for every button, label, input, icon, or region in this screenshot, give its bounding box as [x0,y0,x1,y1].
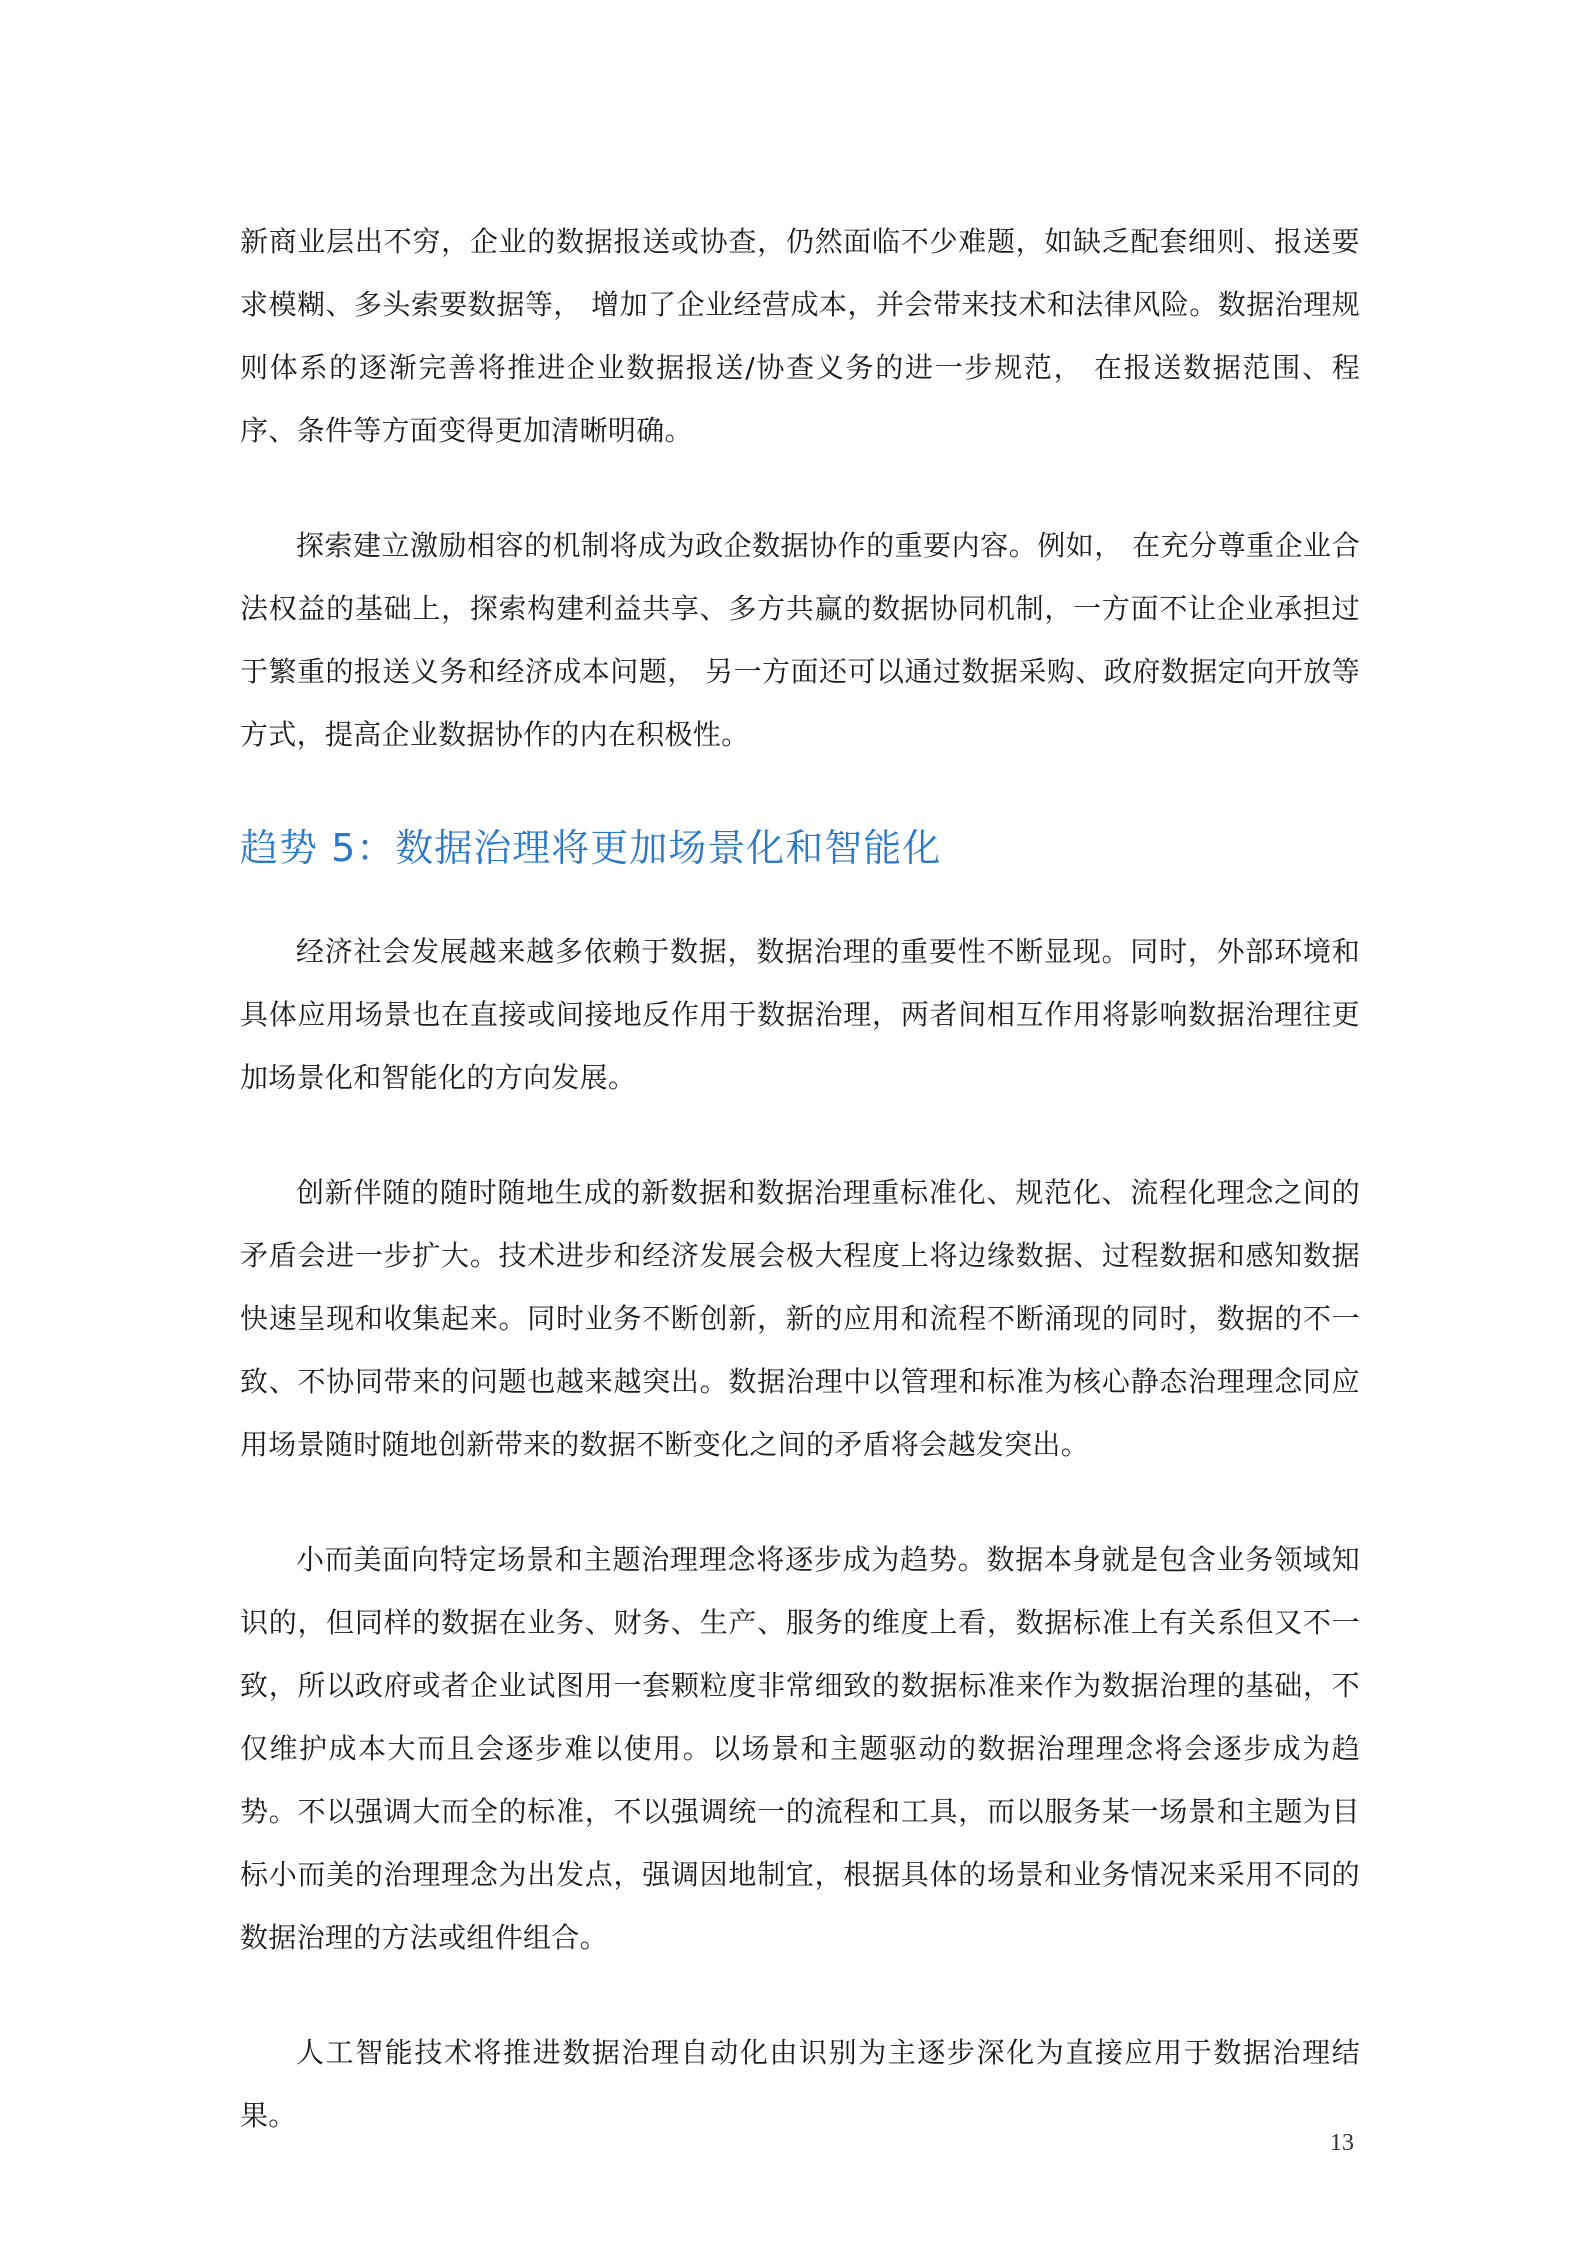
section-heading-trend-5: 趋势 5：数据治理将更加场景化和智能化 [240,826,942,870]
paragraph-continued: 新商业层出不穷，企业的数据报送或协查，仍然面临不少难题，如缺乏配套细则、报送要求模糊、多头索要数据等， 增加了企业经营成本，并会带来技术和法律风险。数据治理规则体系的逐渐完善将推进企业数据报送/协查义务的进一步规范， 在报送数据范围、程序、条件等方面变得更加清晰明确。 [240,225,1360,447]
paragraph-small-beautiful: 小而美面向特定场景和主题治理理念将逐步成为趋势。数据本身就是包含业务领域知识的，但同样的数据在业务、财务、生产、服务的维度上看，数据标准上有关系但又不一致，所以政府或者企业试图用一套颗粒度非常细致的数据标准来作为数据治理的基础，不仅维护成本大而且会逐步难以使用。以场景和主题驱动的数据治理理念将会逐步成为趋势。不以强调大而全的标准，不以强调统一的流程和工具，而以服务某一场景和主题为目标小而美的治理理念为出发点，强调因地制宜，根据具体的场景和业务情况来采用不同的数据治理的方法或组件组合。 [240,1543,1360,1954]
paragraph-trend-intro: 经济社会发展越来越多依赖于数据，数据治理的重要性不断显现。同时，外部环境和具体应用场景也在直接或间接地反作用于数据治理，两者间相互作用将影响数据治理往更加场景化和智能化的方向发展。 [240,935,1360,1094]
paragraph-ai-automation: 人工智能技术将推进数据治理自动化由识别为主逐步深化为直接应用于数据治理结果。 [240,2036,1360,2132]
page-number: 13 [1330,2130,1354,2156]
paragraph-incentive-mechanism: 探索建立激励相容的机制将成为政企数据协作的重要内容。例如， 在充分尊重企业合法权益的基础上，探索构建利益共享、多方共赢的数据协同机制，一方面不让企业承担过于繁重的报送义务和经济成本问题， 另一方面还可以通过数据采购、政府数据定向开放等方式，提高企业数据协作的内在积极性。 [240,529,1360,751]
paragraph-innovation-conflict: 创新伴随的随时随地生成的新数据和数据治理重标准化、规范化、流程化理念之间的矛盾会进一步扩大。技术进步和经济发展会极大程度上将边缘数据、过程数据和感知数据快速呈现和收集起来。同时业务不断创新，新的应用和流程不断涌现的同时，数据的不一致、不协同带来的问题也越来越突出。数据治理中以管理和标准为核心静态治理理念同应用场景随时随地创新带来的数据不断变化之间的矛盾将会越发突出。 [240,1176,1360,1461]
page-content [240,210,1360,2199]
